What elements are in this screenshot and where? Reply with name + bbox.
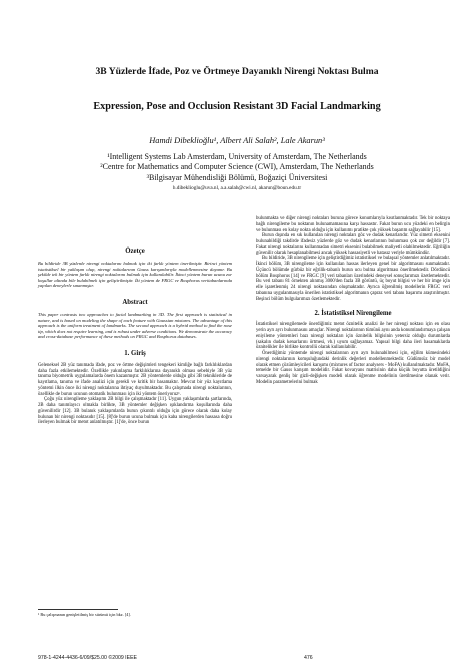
abstract-heading: Abstract	[122, 298, 148, 306]
abstract-text: This paper contrasts two approaches to facial landmarking in 3D. The first approach is statistical in nature, and is based on modeling the shape of each feature with Gaussian mixtures. The advantage of this approach is the uniform treatment of landmarks. The second approach is a hybrid method to find the nose tip, which does not require learning, and is robust under adverse conditions. We demonstrate the accuracy and cross-database performance of these methods on FRGC and Bosphorus databases.	[38, 311, 232, 340]
authors: Hamdi Dibeklioğlu¹, Albert Ali Salah², Lale Akarun³	[149, 136, 325, 145]
section-2-paragraph-1: İstatistiksel nirengilemede önerdiğimiz metot öznitelik analizi ile her nirengi noktası için en olası yerin ayrı ayrı bulunmasını amaçlar. Nirengi noktalarının tümünü aynı anda konumlandırmaya çalışan eniyileme yöntemleri bazı nirengi noktaları için öznitelik bilgisinin yetersiz olduğu durumlarda (sakalın dudak kenarlarını örtmesi, vb.) uyum sağlayamaz. Yapısal bilgi daha ileri basamaklarda öznitelikler ile birlikte kontrollü olarak kullanılabilir.	[256, 322, 450, 351]
right-paragraph-3: Bu bildiride, 3B nirengileme için geliştirdiğimiz istatistiksel ve bulaşsal yöntemler anlatılmaktadır. İkinci bölüm, 3B nirengileme için kullanılan hassas ilerleyen genel bir algoritmasını sunmaktadır. Üçüncü bölümde gürbüz bir eğrilik-tabanlı burun ucu bulma algoritması önerilmektedir. Dördüncü bölüm Bosphorus [14] ve FRGC [9] veri tabanları üzerindeki deneysel sonuçlarımızı özetlemektedir. Bu veri tabanı 81 örnekten alınmış 3000'den fazla 3B görüntü, üç boyut bilgisi ve her bir imge için elle işaretlenmiş 24 nirengi noktasından oluşmaktadır. Ayrıca öğrenilmiş modellerin FRGC veri tabanına uygulanmasıyla önerilen istatistiksel algoritmanın çapraz veri tabanı başarımı araştırılmıştır. Beşinci bölüm bulgularımızı özetlemektedir.	[256, 256, 450, 302]
section-2-paragraph-2: Önerdiğimiz yöntemde nirengi noktalarının ayrı ayrı bulunabilmesi için, eğilim kümesindeki nirengi noktalarının komşuluğundaki derinlik değerleri modellenmektedir. Güdümsüz bir model olarak etmen çözümleyicileri karışımı (mixtures of factor analysers - MoFA) kullanılmaktadır. MoFA, temelde bir Gauss karışım modelidir. Fakat kovaryans matrisinin daha küçük boyutta üretildiğini varsayarak genliş bir gizli-değişken modeli olarak öğrenme modelinin üretilmesine olanak verir. Modelin parametrelerini bulmak	[256, 351, 450, 385]
ozetce-heading: Özetçe	[125, 248, 145, 255]
affiliation-1: ¹Intelligent Systems Lab Amsterdam, University of Amsterdam, The Netherlands	[107, 152, 367, 161]
title-turkish: 3B Yüzlerde İfade, Poz ve Örtmeye Dayanıklı Nirengi Noktası Bulma	[95, 66, 379, 77]
affiliations	[60, 152, 414, 183]
right-column	[256, 216, 450, 386]
footnote: ¹ Bu çalışmanın genişletilmiş bir sürümü için bkz. [4].	[38, 612, 131, 617]
author-emails: h.dibeklioglu@uva.nl, a.a.salah@cwi.nl, akarun@boun.edu.tr	[172, 185, 302, 191]
affiliation-3: ³Bilgisayar Mühendisliği Bölümü, Boğaziçi Üniversitesi	[146, 172, 328, 182]
section-2-heading: 2. İstatistiksel Nirengileme	[314, 310, 392, 318]
left-column	[38, 216, 232, 426]
section-1-heading: 1. Giriş	[124, 349, 146, 357]
right-paragraph-2: Burun dışında en sık kullanılan nirengi noktaları göz ve dudak kenarlarıdır. Yüz simetri eksenini bulunabildiği takdirde ifadesiz yüzlerde göz ve dudak kenarlarının bulunması çok zor değildir [7]. Fakat nirengi noktalarını kullanmadan simetri eksenini bulabilmek maliyetli olabilmektedir. Eğriliğin güvenilir olarak hesaplanabilmesi ancak yüksek hassasiyetli ve hatasız veriyle mümkündür.	[256, 233, 450, 256]
copyright-footer: 978-1-4244-4436-6/09/$25.00 ©2009 IEEE	[38, 655, 138, 661]
affiliation-2: ²Centre for Mathematics and Computer Science (CWI), Amsterdam, The Netherlands	[100, 162, 374, 172]
title-english: Expression, Pose and Occlusion Resistant 3D Facial Landmarking	[93, 101, 381, 112]
footnote-divider	[38, 609, 118, 610]
section-1-paragraph-1: Geleneksel 2B yüz tanımada ifade, poz ve örtme değişimleri tengekeri kimliğe bağlı farklılıklardan daha fazla etkilemektedir. Özellikle yakınlaşma farklılıklarına dayanıklı olması sebebiyle 3B yüz tanıma biyometrik uygulamalarda önem kazanmıştır. 2B yöntemlerde olduğu gibi 3B teknikleride de kayıtlama, tanıma ve ifade analizi için gerekli ve kritik bir basamaktır. Mevcut bir yüz kayıtlama yöntemi ilkin önce iki nirengi noktalarına ihtiyaç duyulmaktadır. Bu çalışmada nirengi noktalarının, özellikle de burun ucunun otomatik bulunması için iki yöntem öneriyoruz¹.	[38, 362, 232, 397]
ozetce-text: Bu bildiride 3B yüzlerde nirengi noktalarını bulmak için iki farklı yöntem önerilmiştir. Birinci yöntem istatistiksel bir yaklaşım olup, nirengi noktalarının Gauss karışımlarıyla modellenmesine dayanır. Bu şekilde tek bir yöntem farklı nirengi noktalarını bulmak için kullanılabilir. İkinci yöntem burun ucunu zor koşullar altında bile bulabilmek için geliştirilmiştir. İki yöntem de FRGC ve Bosphorus veritabanlarında yapılan deneylerle sınanmıştır.	[38, 261, 232, 289]
section-1-paragraph-2: Çoğu yüz nirengileme yaklaşımı 2B bilgi ile çalışmaktadır [11]. Uygun yaklaşımlarda şartlarında, 2B daha tanımlayıcı olmakla birlikte, 3B yöntemler değişken ışıklandırma koşullarında daha güvenilirdir [12]. 3B bulanık yaklaşımlarda burun çıkıntılı olduğu için görece olarak daha kolay bulunan bir nirengi noktasıdır [15]. [8]'de burun ucuna bulmak için kaba nirengilerden hassasa doğru ilerleyen bulmak bir metot anlatılmıştır. [1]'de, önce burun	[38, 397, 232, 426]
right-paragraph-1: bulunmakta ve diğer nirengi noktaları buruna görece konumlarıyla kısıtlanmaktadır. Tek bir noktaya bağlı nirengileme bu noktanın bulunamamasına karşı hassastır. Fakat burun ucu yüzdeki en belirgin ve bulunması en kolay nokta olduğu için kullanımı pratikte çok yüksek başarım sağlayabilir [15].	[256, 216, 450, 233]
page-number: 476	[304, 655, 313, 661]
